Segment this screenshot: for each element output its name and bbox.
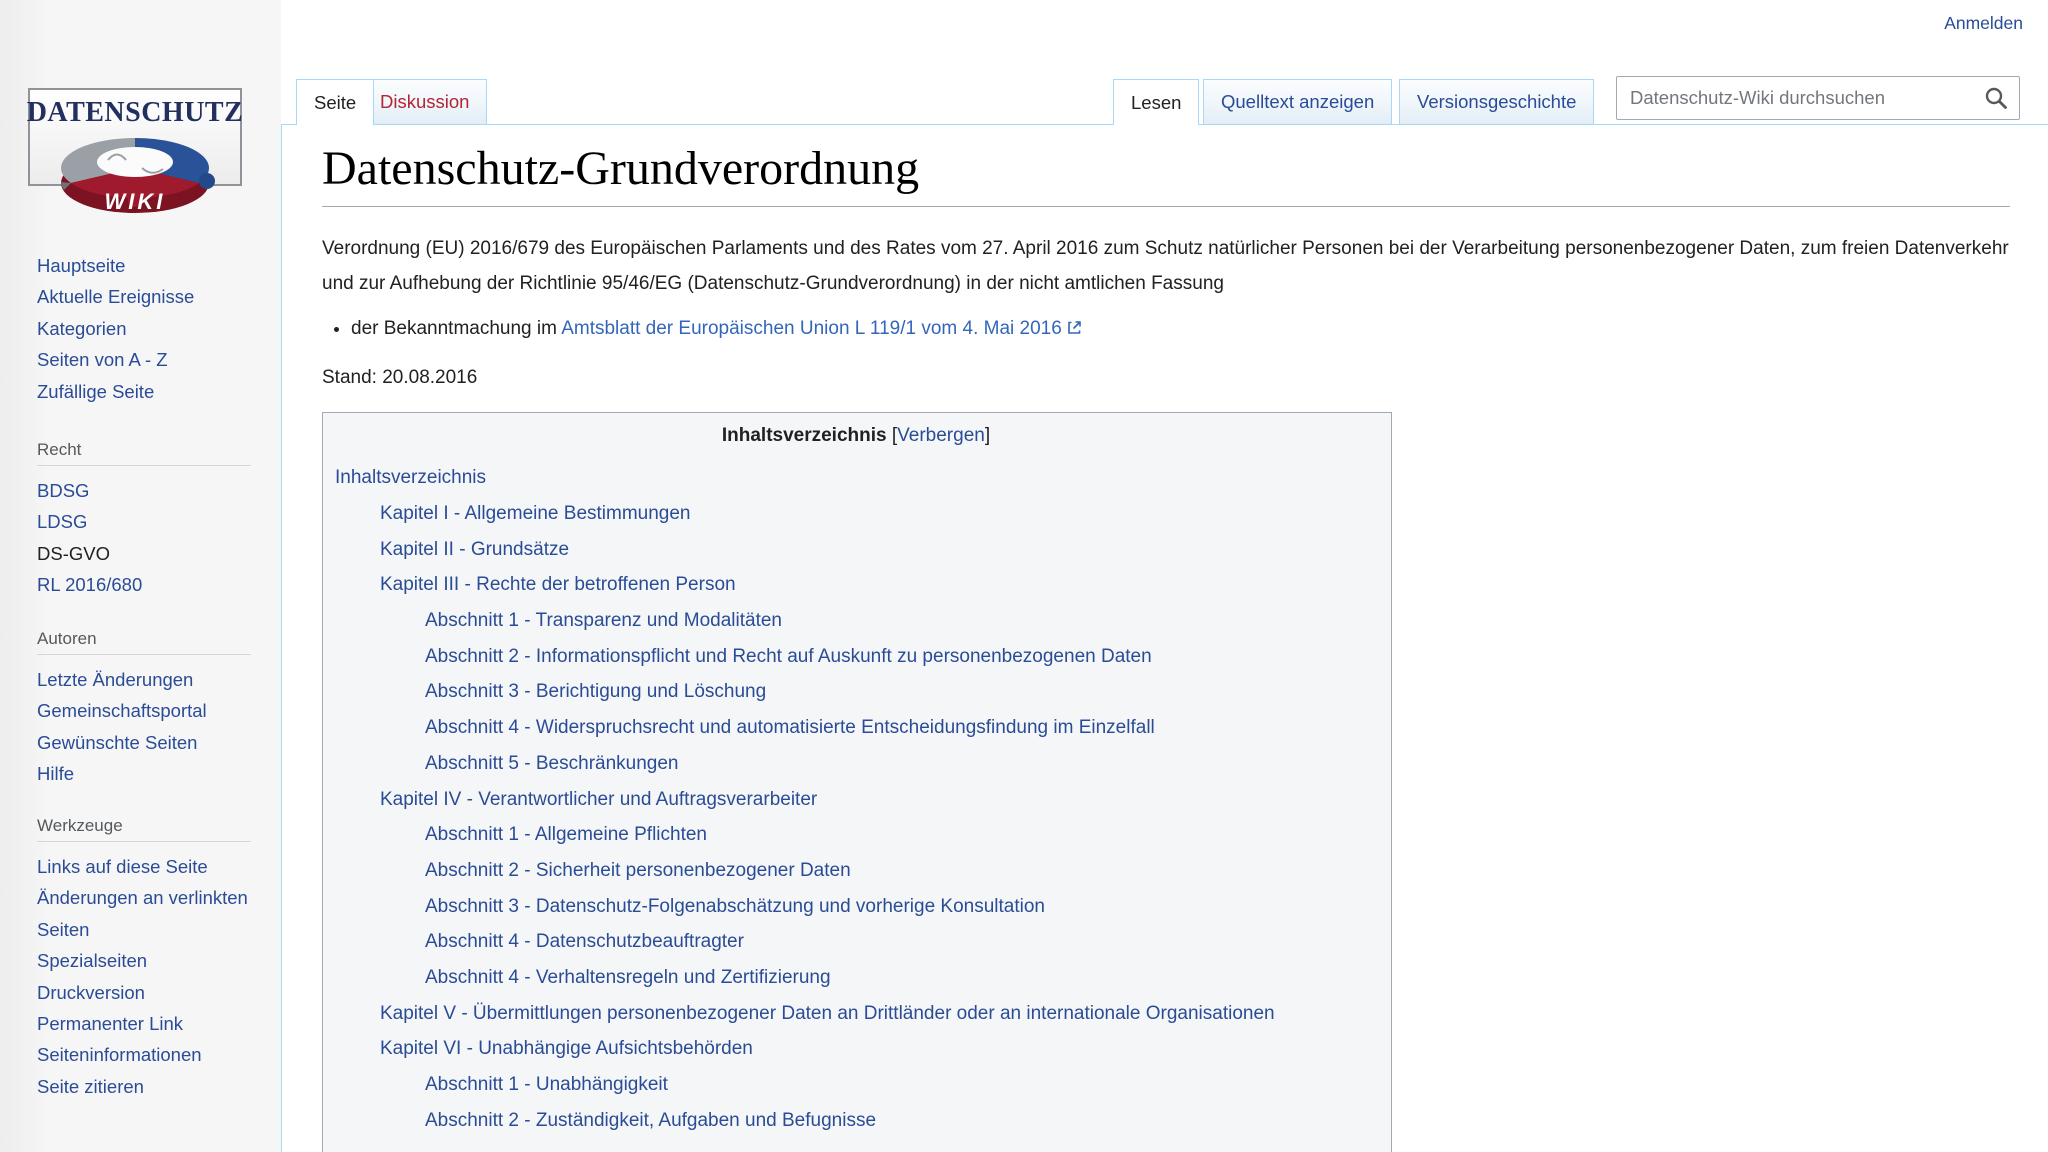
toc-item[interactable]: Kapitel IV - Verantwortlicher und Auftragsverarbeiter bbox=[380, 788, 818, 810]
sidebar-item[interactable]: Seiten von A - Z bbox=[37, 349, 168, 371]
sidebar-group-werkzeuge bbox=[37, 816, 251, 1102]
content-area bbox=[281, 124, 2048, 1152]
sidebar-item[interactable]: LDSG bbox=[37, 511, 88, 533]
sidebar-item[interactable]: Spezialseiten bbox=[37, 950, 148, 972]
toc-item[interactable]: Abschnitt 4 - Widerspruchsrecht und automatisierte Entscheidungsfindung im Einzelfall bbox=[425, 717, 1155, 739]
sidebar-item[interactable]: Aktuelle Ereignisse bbox=[37, 286, 195, 308]
toc-item[interactable]: Abschnitt 3 - Datenschutz-Folgenabschätzung und vorherige Konsultation bbox=[425, 895, 1045, 917]
toc-item[interactable]: Abschnitt 1 - Allgemeine Pflichten bbox=[425, 824, 707, 846]
toc-item[interactable]: Abschnitt 5 - Beschränkungen bbox=[425, 752, 679, 774]
sidebar-group-heading: Recht bbox=[37, 440, 251, 466]
tab-lesen[interactable]: Lesen bbox=[1113, 79, 1199, 125]
sidebar-item[interactable]: Zufällige Seite bbox=[37, 380, 155, 402]
sidebar-group-heading: Autoren bbox=[37, 629, 251, 655]
sidebar bbox=[0, 0, 281, 1152]
toc-item[interactable]: Abschnitt 4 - Verhaltensregeln und Zertifizierung bbox=[425, 967, 831, 989]
status-date: Stand: 20.08.2016 bbox=[322, 367, 478, 389]
article-intro: Verordnung (EU) 2016/679 des Europäischen Parlaments und des Rates vom 27. April 2016 zum Schutz natürlicher Personen bei der Verarbeitung personenbezogener Daten, zum freien Datenverkehr und zur Aufhebung der Richtlinie 95/46/EG (Datenschutz-Grundverordnung) in der nicht amtlichen Fassung bbox=[322, 238, 2009, 295]
amtsblatt-link[interactable]: Amtsblatt der Europäischen Union L 119/1 vom 4. Mai 2016 bbox=[561, 318, 1062, 340]
wiki-logo-wordmark: DATENSCHUTZ bbox=[26, 97, 244, 128]
login-link[interactable]: Anmelden bbox=[1944, 13, 2023, 33]
toc-item[interactable]: Abschnitt 2 - Zuständigkeit, Aufgaben und Befugnisse bbox=[425, 1109, 877, 1131]
tab-diskussion[interactable]: Diskussion bbox=[362, 79, 487, 124]
toc-bracket: ] bbox=[984, 425, 991, 447]
tab-seite[interactable]: Seite bbox=[296, 79, 374, 125]
sidebar-item[interactable]: Links auf diese Seite bbox=[37, 856, 208, 877]
tab-quelltext-anzeigen[interactable]: Quelltext anzeigen bbox=[1203, 79, 1392, 124]
page-title: Datenschutz-Grundverordnung bbox=[322, 135, 2010, 207]
sidebar-item[interactable]: Kategorien bbox=[37, 317, 127, 339]
sidebar-item[interactable]: Seiteninformationen bbox=[37, 1044, 202, 1066]
sidebar-item[interactable]: Hauptseite bbox=[37, 255, 126, 276]
tab-versionsgeschichte[interactable]: Versionsgeschichte bbox=[1399, 79, 1594, 124]
table-of-contents bbox=[322, 412, 1392, 1152]
reference-item bbox=[351, 311, 2010, 347]
toc-item[interactable]: Kapitel I - Allgemeine Bestimmungen bbox=[380, 502, 691, 524]
sidebar-item[interactable]: Seite zitieren bbox=[37, 1075, 144, 1097]
toc-item[interactable]: Kapitel VI - Unabhängige Aufsichtsbehörden bbox=[380, 1038, 753, 1060]
toc-item[interactable]: Abschnitt 4 - Datenschutzbeauftragter bbox=[425, 931, 744, 953]
sidebar-item[interactable]: Gewünschte Seiten bbox=[37, 731, 198, 753]
toc-item[interactable]: Abschnitt 3 - Berichtigung und Löschung bbox=[425, 681, 767, 703]
toc-list bbox=[335, 460, 1377, 1138]
toc-item[interactable]: Kapitel V - Übermittlungen personenbezogener Daten an Drittländer oder an internationale Organisationen bbox=[380, 1002, 1275, 1024]
sidebar-item[interactable]: Gemeinschaftsportal bbox=[37, 700, 207, 722]
toc-item[interactable]: Abschnitt 2 - Sicherheit personenbezogener Daten bbox=[425, 859, 851, 881]
sidebar-group-autoren bbox=[37, 629, 251, 790]
toc-item[interactable]: Inhaltsverzeichnis bbox=[335, 467, 487, 489]
sidebar-item[interactable]: Permanenter Link bbox=[37, 1013, 184, 1035]
sidebar-item[interactable]: Hilfe bbox=[37, 763, 75, 785]
toc-item[interactable]: Abschnitt 1 - Transparenz und Modalitäten bbox=[425, 610, 782, 631]
search-box bbox=[1616, 76, 2020, 120]
sidebar-item[interactable]: DS-GVO bbox=[37, 542, 110, 564]
sidebar-item[interactable]: RL 2016/680 bbox=[37, 574, 143, 596]
reference-text: der Bekanntmachung im bbox=[351, 318, 562, 340]
toc-hide-link[interactable]: Verbergen bbox=[897, 425, 985, 447]
sidebar-item[interactable]: BDSG bbox=[37, 480, 90, 501]
toc-title: Inhaltsverzeichnis bbox=[721, 425, 887, 447]
svg-text:WIKI: WIKI bbox=[104, 189, 166, 214]
reference-list bbox=[322, 311, 2010, 347]
toc-title-bar bbox=[335, 425, 1377, 447]
sidebar-group-heading: Werkzeuge bbox=[37, 816, 251, 842]
search-input[interactable] bbox=[1617, 87, 1979, 109]
search-icon[interactable] bbox=[1979, 81, 2013, 115]
wiki-logo-pie-icon bbox=[50, 124, 220, 239]
sidebar-item[interactable]: Letzte Änderungen bbox=[37, 669, 194, 690]
wiki-logo[interactable] bbox=[28, 86, 244, 236]
sidebar-item[interactable]: Druckversion bbox=[37, 981, 145, 1003]
toc-item[interactable]: Kapitel II - Grundsätze bbox=[380, 538, 570, 560]
toc-item[interactable]: Kapitel III - Rechte der betroffenen Person bbox=[380, 574, 736, 596]
sidebar-group-recht bbox=[37, 440, 251, 601]
toc-bracket: [ bbox=[891, 425, 898, 447]
sidebar-group-navigation bbox=[37, 250, 251, 407]
toc-item[interactable]: Abschnitt 1 - Unabhängigkeit bbox=[425, 1074, 668, 1096]
external-link-icon bbox=[1067, 312, 1082, 347]
sidebar-item[interactable]: Änderungen an verlinkten Seiten bbox=[37, 887, 248, 940]
toc-item[interactable]: Abschnitt 2 - Informationspflicht und Recht auf Auskunft zu personenbezogenen Daten bbox=[425, 645, 1152, 667]
